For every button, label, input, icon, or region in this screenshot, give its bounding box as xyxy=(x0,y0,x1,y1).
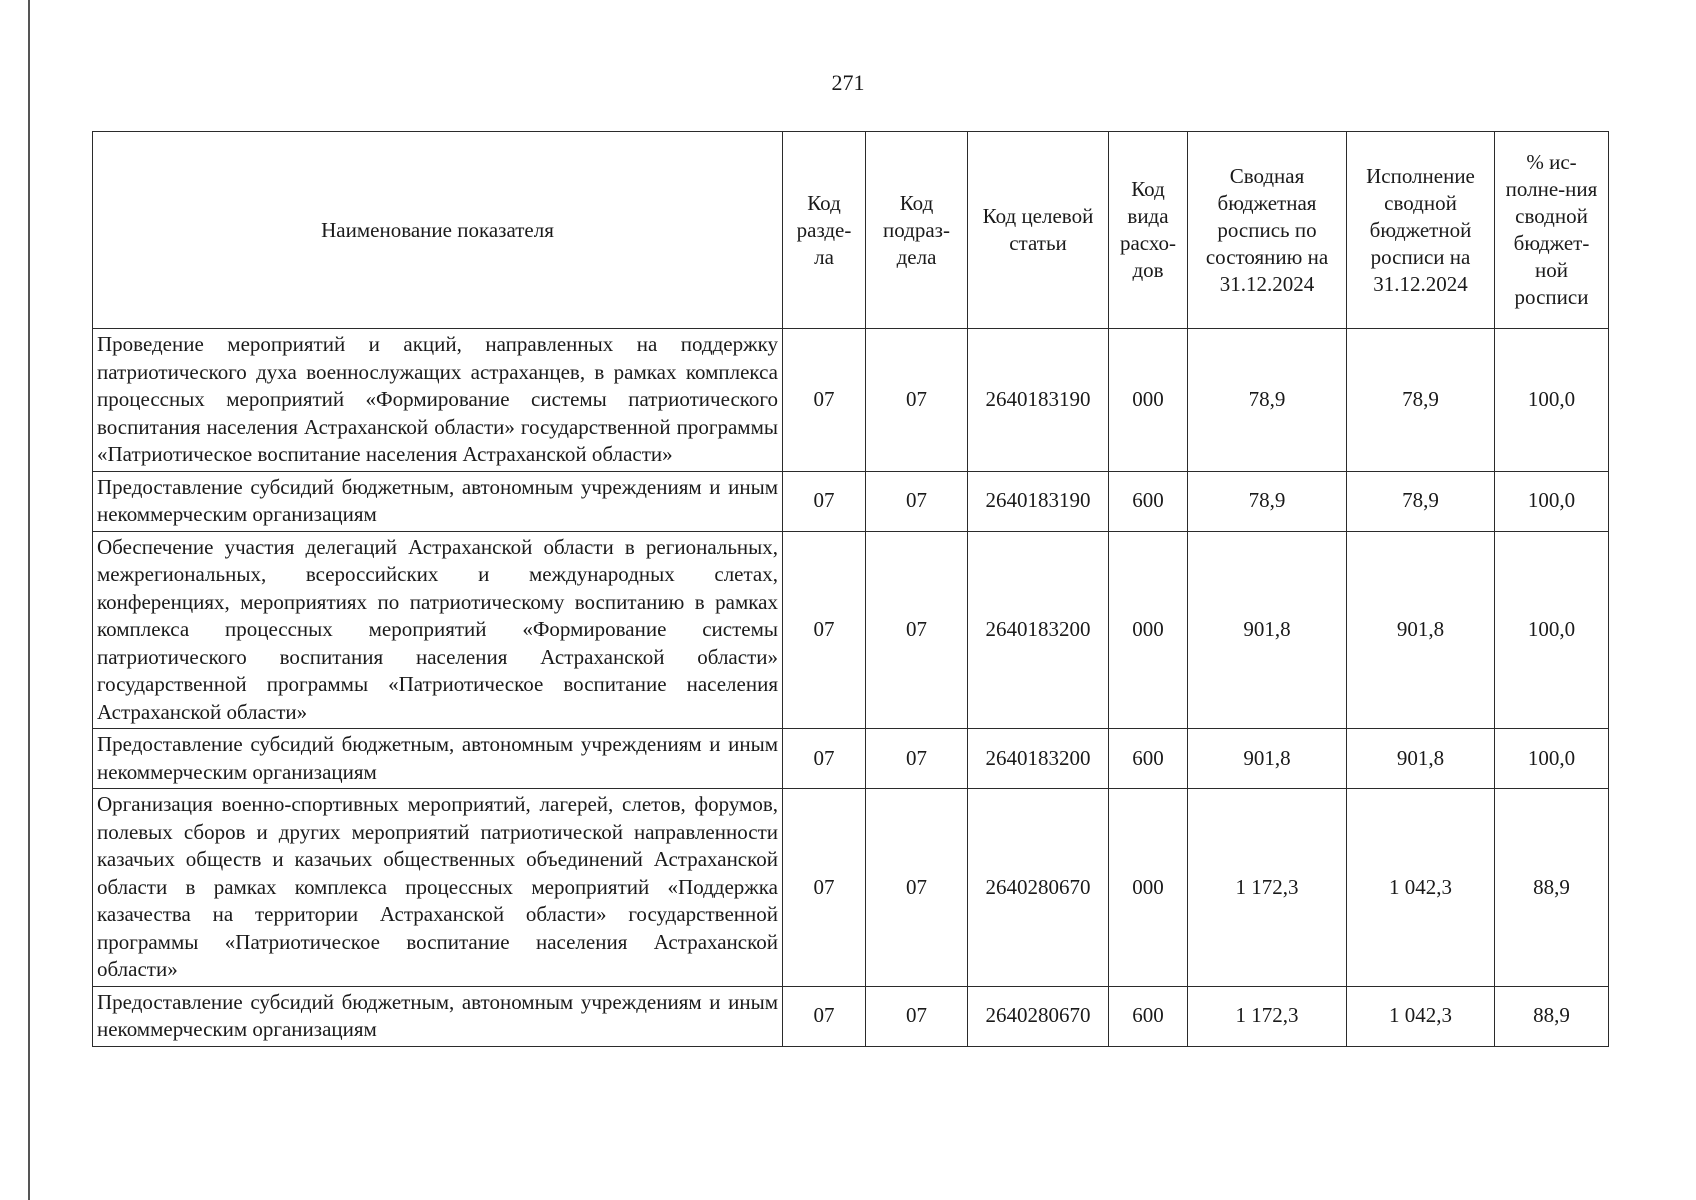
row-expense-type-code: 600 xyxy=(1109,729,1188,789)
row-expense-type-code: 000 xyxy=(1109,789,1188,987)
row-target-code: 2640183200 xyxy=(968,729,1109,789)
row-planned-value: 1 172,3 xyxy=(1188,789,1347,987)
row-name: Предоставление субсидий бюджетным, автономным учреждениям и иным некоммерческим организациям xyxy=(93,471,783,531)
row-executed-value: 1 042,3 xyxy=(1347,986,1495,1046)
row-planned-value: 78,9 xyxy=(1188,329,1347,472)
header-expense-type-code: Код вида расхо-дов xyxy=(1109,132,1188,329)
table-row xyxy=(93,329,1609,472)
row-expense-type-code: 000 xyxy=(1109,531,1188,729)
row-percent-value: 100,0 xyxy=(1495,531,1609,729)
header-target-code: Код целевой статьи xyxy=(968,132,1109,329)
row-expense-type-code: 000 xyxy=(1109,329,1188,472)
table-row xyxy=(93,789,1609,987)
row-section-code: 07 xyxy=(783,789,866,987)
row-subsection-code: 07 xyxy=(866,531,968,729)
page-number: 271 xyxy=(831,70,865,95)
row-planned-value: 901,8 xyxy=(1188,531,1347,729)
row-expense-type-code: 600 xyxy=(1109,471,1188,531)
row-subsection-code: 07 xyxy=(866,471,968,531)
table-row xyxy=(93,986,1609,1046)
row-subsection-code: 07 xyxy=(866,789,968,987)
row-section-code: 07 xyxy=(783,531,866,729)
row-name: Проведение мероприятий и акций, направленных на поддержку патриотического духа военнослужащих астраханцев, в рамках комплекса процессных мероприятий «Формирование системы патриотического воспитания населения Астраханской области» государственной программы «Патриотическое воспитание населения Астраханской области» xyxy=(93,329,783,472)
row-subsection-code: 07 xyxy=(866,329,968,472)
row-expense-type-code: 600 xyxy=(1109,986,1188,1046)
header-execution-percent: % ис-полне-ния сводной бюджет-ной росписи xyxy=(1495,132,1609,329)
scan-edge-line xyxy=(28,0,30,1200)
row-percent-value: 100,0 xyxy=(1495,729,1609,789)
header-planned-budget: Сводная бюджетная роспись по состоянию на 31.12.2024 xyxy=(1188,132,1347,329)
row-percent-value: 88,9 xyxy=(1495,789,1609,987)
row-name: Предоставление субсидий бюджетным, автономным учреждениям и иным некоммерческим организациям xyxy=(93,729,783,789)
table-row xyxy=(93,471,1609,531)
header-section-code: Код разде-ла xyxy=(783,132,866,329)
row-executed-value: 901,8 xyxy=(1347,729,1495,789)
row-executed-value: 78,9 xyxy=(1347,471,1495,531)
row-subsection-code: 07 xyxy=(866,729,968,789)
row-percent-value: 100,0 xyxy=(1495,471,1609,531)
row-section-code: 07 xyxy=(783,329,866,472)
row-planned-value: 1 172,3 xyxy=(1188,986,1347,1046)
row-name: Организация военно-спортивных мероприятий, лагерей, слетов, форумов, полевых сборов и других мероприятий патриотической направленности казачьих обществ и казачьих общественных объединений Астраханской области в рамках комплекса процессных мероприятий «Поддержка казачества на территории Астраханской области» государственной программы «Патриотическое воспитание населения Астраханской области» xyxy=(93,789,783,987)
row-executed-value: 78,9 xyxy=(1347,329,1495,472)
row-planned-value: 901,8 xyxy=(1188,729,1347,789)
row-percent-value: 100,0 xyxy=(1495,329,1609,472)
row-target-code: 2640280670 xyxy=(968,986,1109,1046)
row-section-code: 07 xyxy=(783,986,866,1046)
row-name: Предоставление субсидий бюджетным, автономным учреждениям и иным некоммерческим организациям xyxy=(93,986,783,1046)
row-section-code: 07 xyxy=(783,471,866,531)
table-row xyxy=(93,531,1609,729)
budget-execution-table xyxy=(92,131,1609,1047)
row-target-code: 2640183190 xyxy=(968,329,1109,472)
row-subsection-code: 07 xyxy=(866,986,968,1046)
row-target-code: 2640183190 xyxy=(968,471,1109,531)
row-planned-value: 78,9 xyxy=(1188,471,1347,531)
row-section-code: 07 xyxy=(783,729,866,789)
row-percent-value: 88,9 xyxy=(1495,986,1609,1046)
header-executed-budget: Исполнение сводной бюджетной росписи на 31.12.2024 xyxy=(1347,132,1495,329)
header-name: Наименование показателя xyxy=(93,132,783,329)
header-subsection-code: Код подраз-дела xyxy=(866,132,968,329)
row-target-code: 2640280670 xyxy=(968,789,1109,987)
row-executed-value: 1 042,3 xyxy=(1347,789,1495,987)
row-target-code: 2640183200 xyxy=(968,531,1109,729)
row-name: Обеспечение участия делегаций Астраханской области в региональных, межрегиональных, всероссийских и международных слетах, конференциях, мероприятиях по патриотическому воспитанию в рамках комплекса процессных мероприятий «Формирование системы патриотического воспитания населения Астраханской области» государственной программы «Патриотическое воспитание населения Астраханской области» xyxy=(93,531,783,729)
table-header-row xyxy=(93,132,1609,329)
row-executed-value: 901,8 xyxy=(1347,531,1495,729)
table-row xyxy=(93,729,1609,789)
